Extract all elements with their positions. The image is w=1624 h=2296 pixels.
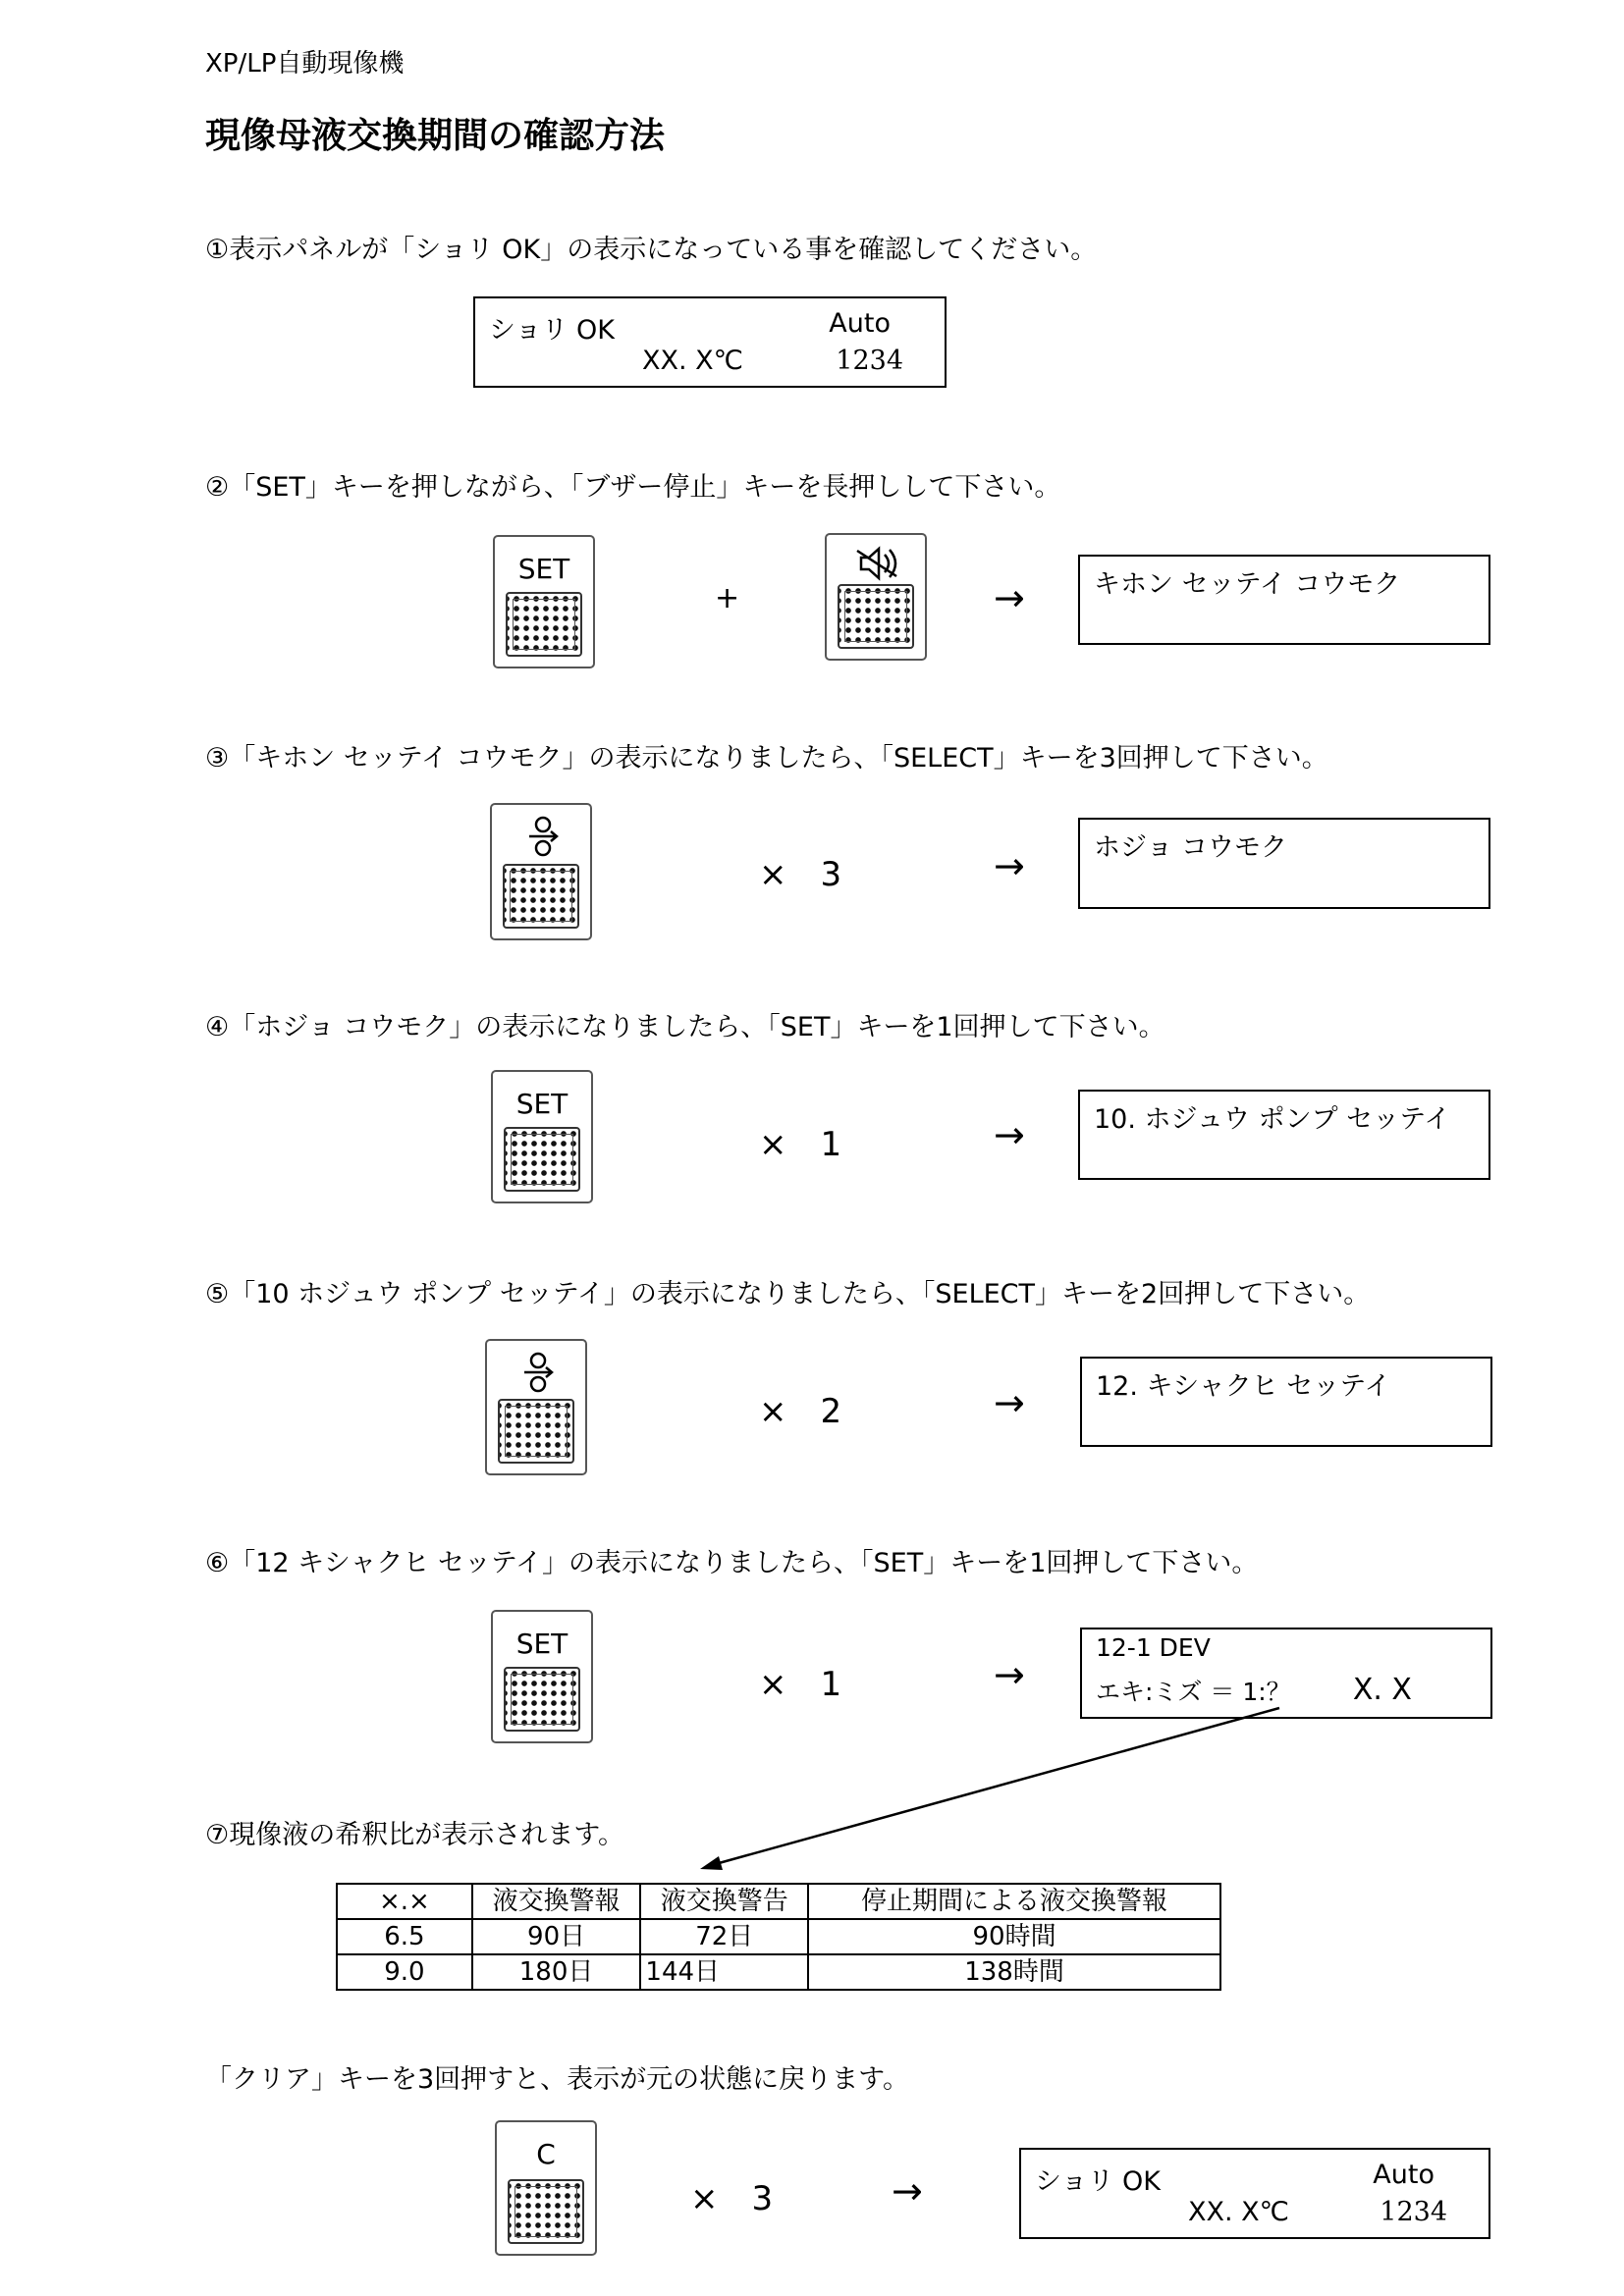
clear-key-label: C <box>536 2138 556 2170</box>
step-3-text: ③「キホン セッテイ コウモク」の表示になりましたら、「SELECT」キーを3回押して下さい。 <box>205 743 1328 774</box>
times-one: × 1 <box>759 1125 842 1164</box>
plus-sign: + <box>715 581 740 615</box>
page-title: 現像母液交換期間の確認方法 <box>205 116 666 156</box>
table-row <box>337 1954 1220 1990</box>
lcd-temperature: XX. X℃ <box>1188 2197 1289 2227</box>
step-5-text: ⑤「10 ホジュウ ポンプ セッテイ」の表示になりましたら、「SELECT」キーを2回押して下さい。 <box>205 1279 1371 1309</box>
lcd-line1: キホン セッテイ コウモク <box>1094 569 1401 600</box>
table-header: 液交換警告 <box>640 1884 808 1919</box>
table-cell: 6.5 <box>337 1919 472 1954</box>
step-4-text: ④「ホジョ コウモク」の表示になりましたら、「SET」キーを1回押して下さい。 <box>205 1012 1165 1042</box>
arrow-icon: → <box>994 1381 1025 1424</box>
times-three: × 3 <box>759 855 842 894</box>
arrow-icon: → <box>892 2169 923 2213</box>
set-key-label: SET <box>517 553 570 585</box>
lcd-line1: ホジョ コウモク <box>1094 832 1288 863</box>
table-header: ×.× <box>337 1884 472 1919</box>
step-6-text: ⑥「12 キシャクヒ セッテイ」の表示になりましたら、「SET」キーを1回押して下さい。 <box>205 1548 1259 1578</box>
table-header: 停止期間による液交換警報 <box>808 1884 1220 1919</box>
step-7-text: ⑦現像液の希釈比が表示されます。 <box>205 1820 625 1850</box>
times-three: × 3 <box>690 2179 774 2218</box>
set-key-label: SET <box>515 1628 568 1660</box>
table-cell: 180日 <box>472 1954 641 1990</box>
keypad-icon <box>508 2179 584 2244</box>
lcd-line1: 12-1 DEV <box>1096 1633 1211 1662</box>
dilution-table <box>336 1883 1221 1991</box>
table-row <box>337 1919 1220 1954</box>
lcd-mode: Auto <box>829 308 891 339</box>
arrow-icon: → <box>994 844 1025 887</box>
clear-key[interactable] <box>495 2120 597 2256</box>
lcd-mode: Auto <box>1373 2160 1435 2190</box>
lcd-line1: ショリ OK <box>1035 2166 1161 2197</box>
times-one: × 1 <box>759 1665 842 1704</box>
lcd-ratio-value: X. X <box>1352 1673 1412 1707</box>
table-cell: 9.0 <box>337 1954 472 1990</box>
lcd-line1: ショリ OK <box>489 315 615 346</box>
clear-instruction-text: 「クリア」キーを3回押すと、表示が元の状態に戻ります。 <box>205 2064 910 2095</box>
step-1-text: ①表示パネルが「ショリ OK」の表示になっている事を確認してください。 <box>205 235 1098 265</box>
table-header: 液交換警報 <box>472 1884 641 1919</box>
table-cell: 144日 <box>640 1954 808 1990</box>
lcd-line2: エキ:ミズ ＝ 1:？ <box>1096 1678 1291 1706</box>
lcd-counter: 1234 <box>836 346 903 376</box>
lcd-line1: 10. ホジュウ ポンプ セッテイ <box>1094 1104 1451 1135</box>
lcd-counter: 1234 <box>1380 2197 1447 2227</box>
set-key-label: SET <box>515 1088 568 1120</box>
arrow-icon: → <box>994 576 1025 619</box>
lcd-temperature: XX. X℃ <box>642 346 743 376</box>
table-header-row <box>337 1884 1220 1919</box>
step-2-text: ②「SET」キーを押しながら、「ブザー停止」キーを長押しして下さい。 <box>205 472 1061 503</box>
times-two: × 2 <box>759 1392 842 1431</box>
arrow-icon: → <box>994 1113 1025 1156</box>
lcd-ready-display-final <box>1019 2148 1490 2239</box>
table-cell: 72日 <box>640 1919 808 1954</box>
machine-name: XP/LP自動現像機 <box>205 49 405 79</box>
arrow-icon: → <box>994 1653 1025 1696</box>
table-cell: 90時間 <box>808 1919 1220 1954</box>
lcd-line1: 12. キシャクヒ セッテイ <box>1096 1371 1391 1402</box>
table-cell: 138時間 <box>808 1954 1220 1990</box>
table-cell: 90日 <box>472 1919 641 1954</box>
